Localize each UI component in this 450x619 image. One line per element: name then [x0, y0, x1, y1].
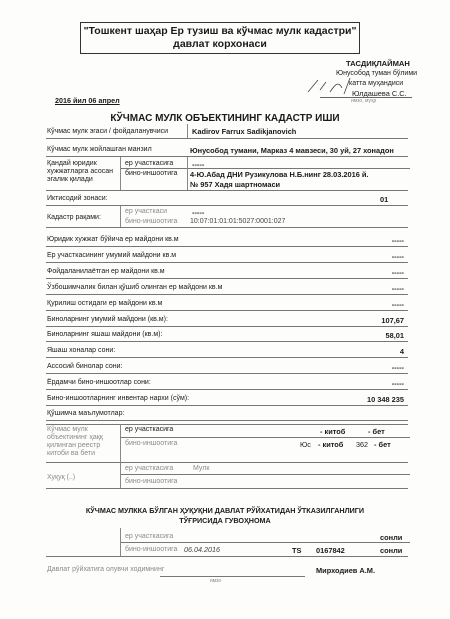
legal-docs-land-value: -----	[192, 160, 205, 169]
area-row-value: 107,67	[381, 316, 404, 325]
registry-building-book: - китоб	[318, 440, 344, 449]
address-label: Кўчмас мулк жойлашган манзил	[47, 146, 152, 153]
legal-docs-label-line3: эгалик қилади	[47, 176, 93, 183]
footer-name: Мирходиев А.М.	[316, 566, 376, 575]
area-row-label: Ёрдамчи бино-иншоотлар сони:	[47, 379, 151, 386]
certificate-title-line2: ТЎҒРИСИДА ГУВОҲНОМА	[179, 516, 271, 525]
area-row-divider	[46, 405, 408, 406]
cadastre-building-label: бино-иншоотига	[125, 218, 178, 225]
certificate-land-value: сонли	[380, 533, 403, 542]
area-row-label: Ўзбошимчалик билан қўшиб олинган ер майдони кв.м	[47, 284, 223, 291]
certificate-land-label: ер участкасига	[125, 533, 174, 540]
area-row-divider	[46, 246, 408, 247]
area-row-label: Бино-иншоотларнинг инвентар нархи (сўм):	[47, 395, 190, 402]
cadastre-land-label: ер участкаси	[125, 208, 167, 215]
registry-label-line3: қилинган реестр	[47, 442, 101, 449]
deeds-building-label: бино-иншоотига	[125, 478, 178, 485]
registry-land-book: - китоб	[320, 427, 346, 436]
legal-docs-building-label: бино-иншоотига	[125, 170, 178, 177]
legal-docs-land-label: ер участкасига	[125, 160, 174, 167]
area-row-divider	[46, 420, 408, 421]
registry-label-line1: Кўчмас мулк	[47, 426, 88, 433]
organization-name: "Тошкент шаҳар Ер тузиш ва кўчмас мулк кадастри"	[83, 25, 357, 37]
cadastre-building-value: 10:07:01:01:01:5027:0001:027	[190, 218, 286, 225]
area-row-divider	[46, 310, 408, 311]
area-row-divider	[46, 373, 408, 374]
area-row-label: Қурилиш остидаги ер майдони кв.м	[47, 300, 163, 307]
area-row-value: -----	[391, 252, 404, 261]
approval-position: катта муҳандиси	[349, 80, 404, 87]
approval-title: ТАСДИҚЛАЙМАН	[346, 59, 410, 68]
deeds-extra: Мулк	[193, 465, 210, 472]
registry-building-page-number: 362	[356, 440, 368, 449]
footer-label: Давлат рўйхатига олувчи ходимнинг	[47, 566, 165, 573]
area-row-value: 58,01	[385, 331, 404, 340]
certificate-building-date: 06.04.2016	[184, 545, 220, 554]
approval-signature-icon	[300, 70, 370, 100]
registry-label-line4: китоби ва бети	[47, 450, 96, 457]
area-row-divider	[46, 262, 408, 263]
deeds-label: Хуқуқ (..)	[47, 474, 76, 481]
area-row-label: Фойдаланилаётган ер майдони кв.м	[47, 268, 165, 275]
area-row-value: -----	[391, 379, 404, 388]
area-row-value: -----	[391, 236, 404, 245]
certificate-title-line1: КЎЧМАС МУЛККА БЎЛГАН ҲУҚУҚНИ ДАВЛАТ РЎЙХАТИДАН ЎТКАЗИЛГАНЛИГИ	[85, 506, 365, 515]
area-row-divider	[46, 294, 408, 295]
econ-zone-label: Иктисодий зонаси:	[47, 195, 108, 202]
area-row-divider	[46, 341, 408, 342]
area-row-label: Қўшимча маълумотлар:	[47, 410, 125, 417]
organization-header-box	[80, 22, 360, 54]
cadastre-land-value: -----	[192, 208, 205, 217]
approval-name: Юлдашева С.С.	[352, 89, 407, 98]
area-row-value: -----	[391, 363, 404, 372]
area-row-value: -----	[391, 284, 404, 293]
legal-docs-building-value-line1: 4-Ю.Абад ДНИ Рузикулова Н.Б.нинг 28.03.2016 й.	[190, 170, 369, 179]
approval-stamp-note: имзо, муҳр	[351, 98, 377, 104]
cadastre-label: Кадастр рақами:	[47, 214, 101, 221]
approval-date: 2016 йил 06 апрел	[55, 96, 120, 105]
area-row-value: -----	[391, 268, 404, 277]
area-row-label: Ер участкасининг умумий майдони кв.м	[47, 252, 177, 259]
area-row-label: Биноларнинг умумий майдони (кв.м):	[47, 316, 168, 323]
area-row-label: Юридик хужжат бўйича ер майдони кв.м	[47, 236, 179, 243]
area-row-label: Биноларнинг яшаш майдони (кв.м):	[47, 331, 163, 338]
organization-type: давлат корхонаси	[173, 38, 267, 50]
area-row-divider	[46, 278, 408, 279]
certificate-building-label: бино-иншоотига	[125, 546, 178, 553]
legal-docs-label-line1: Қандай юридик	[47, 160, 97, 167]
area-row-divider	[46, 326, 408, 327]
legal-docs-label-line2: хужжатларга асосан	[47, 168, 113, 175]
registry-building-book-number: Юс	[300, 440, 311, 449]
approval-department: Юнусобод туман бўлими	[336, 70, 418, 77]
area-row-divider	[46, 357, 408, 358]
owner-label: Кўчмас мулк эгаси / фойдаланувчиси	[47, 128, 169, 135]
registry-building-label: бино-иншоотига	[125, 440, 178, 447]
document-title: КЎЧМАС МУЛК ОБЪЕКТИНИНГ КАДАСТР ИШИ	[110, 113, 340, 124]
certificate-building-number: 0167842	[316, 546, 345, 555]
registry-building-page: - бет	[374, 440, 391, 449]
address-value: Юнусобод тумани, Марказ 4 мавзеси, 30 уй, 27 хонадон	[190, 146, 394, 155]
certificate-building-series: TS	[292, 546, 302, 555]
area-row-value: -----	[391, 300, 404, 309]
registry-label-line2: объектининг ҳаққ	[47, 434, 103, 441]
registry-land-label: ер участкасига	[125, 426, 174, 433]
registry-land-page: - бет	[368, 427, 385, 436]
area-row-divider	[46, 389, 408, 390]
econ-zone-value: 01	[380, 195, 389, 204]
footer-sign-note: имзо	[210, 578, 222, 584]
certificate-building-value: сонли	[380, 546, 403, 555]
legal-docs-building-value-line2: № 957 Хадя шартномаси	[190, 180, 281, 189]
area-row-value: 4	[399, 347, 404, 356]
deeds-land-label: ер участкасига	[125, 465, 174, 472]
area-row-label: Ассосий бинолар сони:	[47, 363, 123, 370]
area-row-label: Яшаш хоналар сони:	[47, 347, 116, 354]
area-row-value: 10 348 235	[367, 395, 404, 404]
owner-value: Kadirov Farrux Sadikjanovich	[192, 127, 297, 136]
